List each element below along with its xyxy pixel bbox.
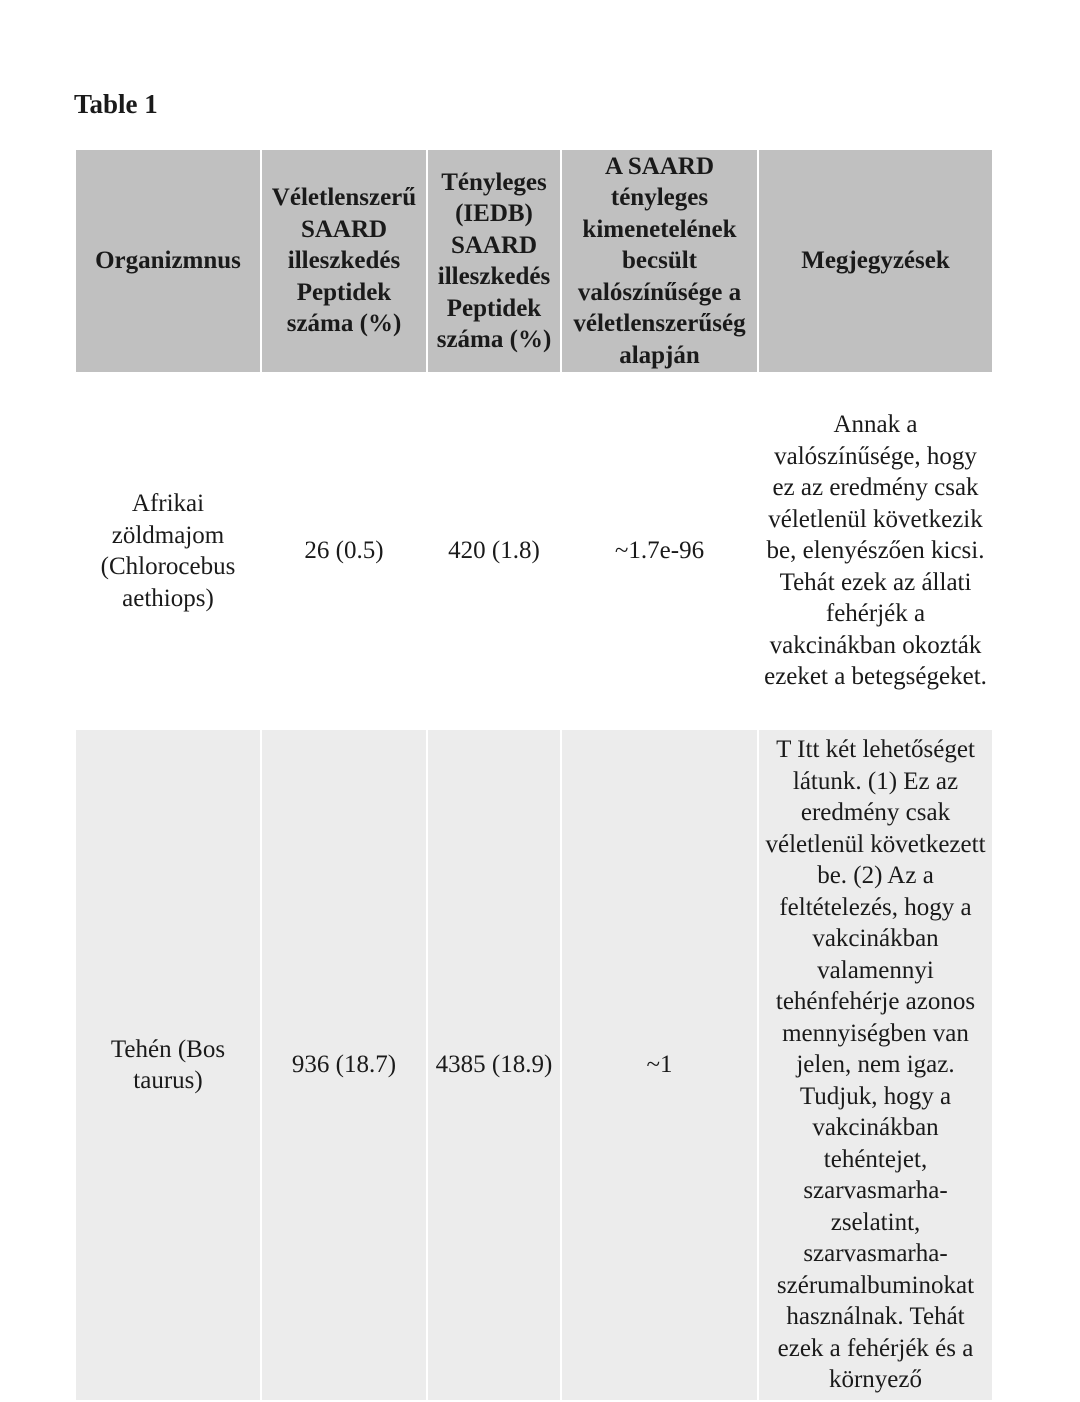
cell-random-matches: 26 (0.5): [262, 374, 426, 728]
table-header-row: [76, 150, 992, 372]
cell-organism: Afrikai zöldmajom (Chlorocebus aethiops): [76, 374, 260, 728]
header-probability: A SAARD tényleges kimenetelének becsült valószínűsége a véletlenszerűség alapján: [562, 150, 757, 372]
cell-probability: ~1.7e-96: [562, 374, 757, 728]
data-table: [74, 148, 994, 1402]
cell-notes: T Itt két lehetőséget látunk. (1) Ez az eredmény csak véletlenül következett be. (2) Az a feltételezés, hogy a vakcinákban valamennyi tehénfehérje azonos mennyiségben van jelen, nem igaz. Tudjuk, hogy a vakcinákban tehéntejet, szarvasmarha-zselatint, szarvasmarha-szérumalbuminokat használnak. Tehát ezek a fehérjék és a környező: [759, 730, 992, 1400]
table-row: [76, 730, 992, 1400]
header-notes: Megjegyzések: [759, 150, 992, 372]
cell-notes: Annak a valószínűsége, hogy ez az eredmény csak véletlenül következik be, elenyészően kicsi. Tehát ezek az állati fehérjék a vakcinákban okozták ezeket a betegségeket.: [759, 374, 992, 728]
header-organism: Organizmnus: [76, 150, 260, 372]
header-random-matches: Véletlenszerű SAARD illeszkedés Peptidek száma (%): [262, 150, 426, 372]
cell-actual-matches: 420 (1.8): [428, 374, 560, 728]
cell-actual-matches: 4385 (18.9): [428, 730, 560, 1400]
cell-random-matches: 936 (18.7): [262, 730, 426, 1400]
table-title: Table 1: [74, 89, 158, 119]
table-row: [76, 374, 992, 728]
cell-probability: ~1: [562, 730, 757, 1400]
cell-organism: Tehén (Bos taurus): [76, 730, 260, 1400]
header-actual-matches: Tényleges (IEDB) SAARD illeszkedés Peptidek száma (%): [428, 150, 560, 372]
